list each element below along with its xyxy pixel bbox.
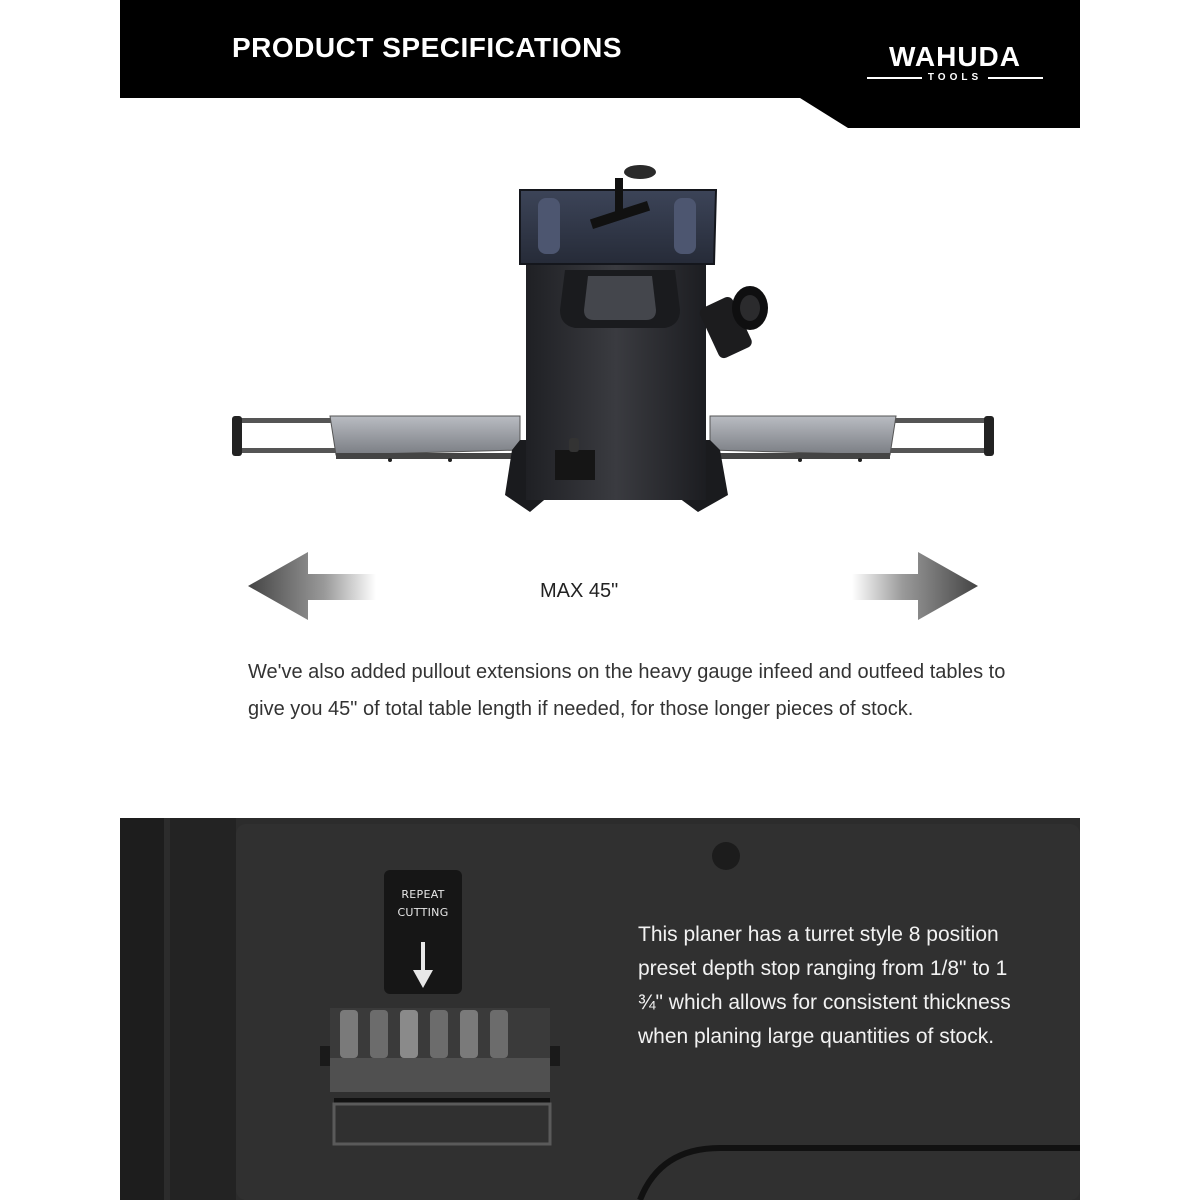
badge-line-2: CUTTING (397, 906, 449, 919)
max-length-label: MAX 45" (540, 580, 619, 602)
header-banner (120, 0, 1080, 128)
planer-image (220, 150, 1000, 530)
right-arrow-icon (852, 552, 978, 620)
left-arrow-icon (248, 552, 376, 620)
depth-stop-description: This planer has a turret style 8 position preset depth stop ranging from 1/8" to 1 ¾" which allows for consistent thickness when planing large quantities of stock. (638, 923, 1011, 1048)
product-page (120, 0, 1080, 1200)
badge-line-1: REPEAT (401, 888, 445, 901)
brand-subtitle: TOOLS (927, 72, 983, 83)
depth-stop-section (120, 818, 1080, 1200)
extension-description: We've also added pullout extensions on the heavy gauge infeed and outfeed tables to give you 45" of total table length if needed, for those longer pieces of stock. (248, 661, 1006, 720)
page-title: PRODUCT SPECIFICATIONS (232, 32, 623, 63)
down-arrow-icon (413, 942, 433, 988)
brand-name: WAHUDA (889, 41, 1021, 72)
brand-logo (865, 42, 1045, 83)
repeat-cutting-badge (384, 870, 462, 994)
